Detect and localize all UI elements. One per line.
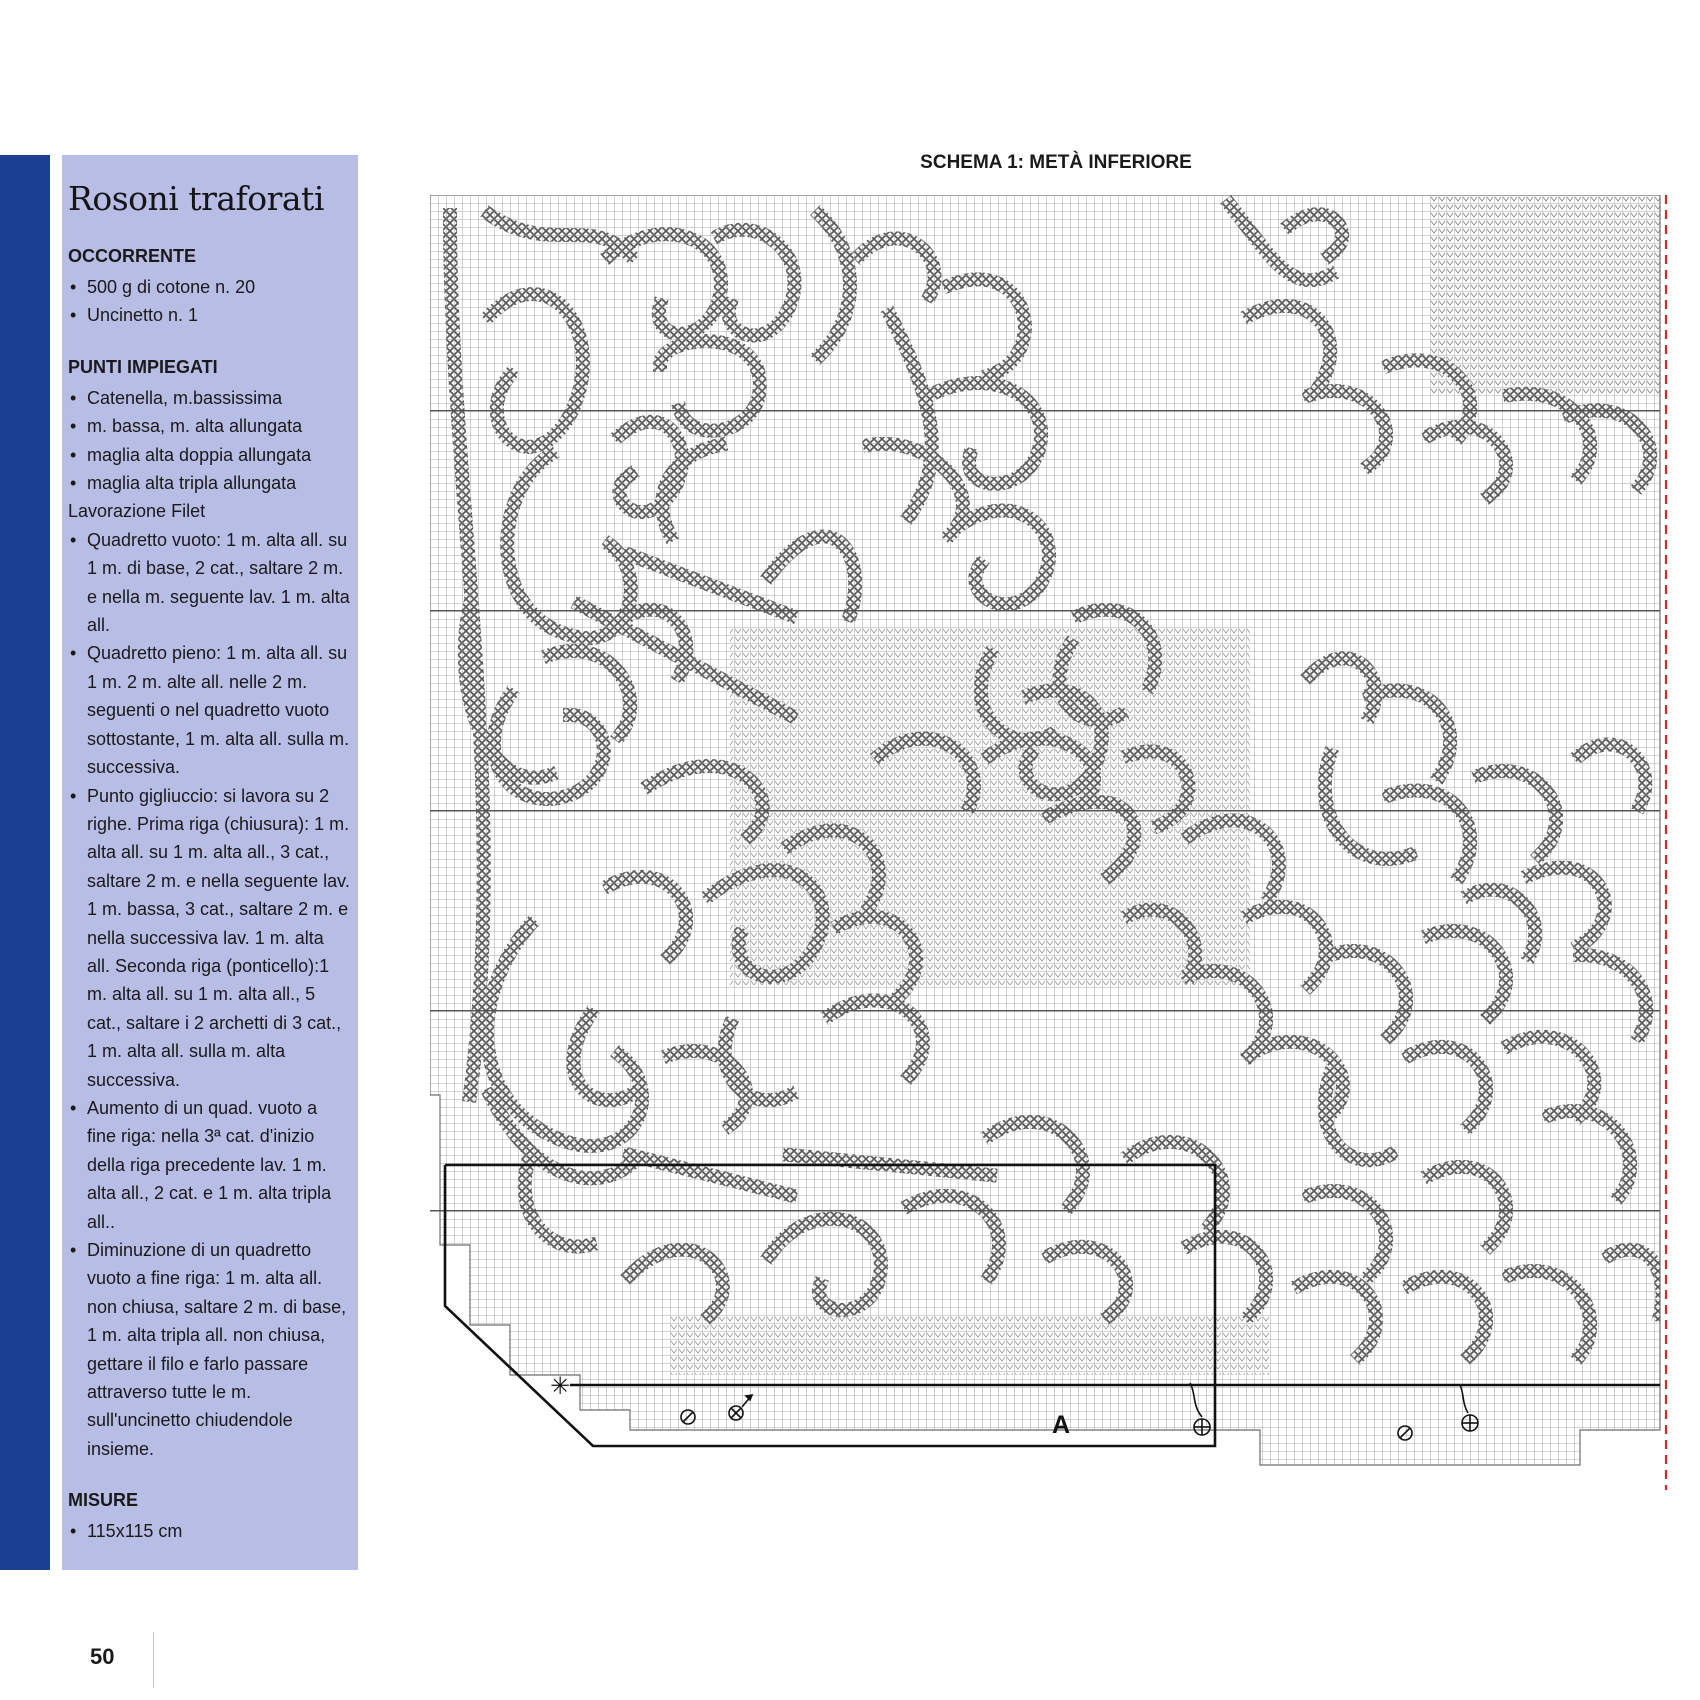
list-item: • Punto gigliuccio: si lavora su 2 righe. Prima riga (chiusura): 1 m. alta all. su 1 m. alta all., 3 cat., saltare 2 m. e nella seguente lav. 1 m. bassa, 3 cat., saltare 2 m. e nella successiva lav. 1 m. alta all. Seconda riga (ponticello):1 m. alta all. su 1 m. alta all., 5 cat., saltare i 2 archetti di 3 cat., 1 m. alta all. sulla m. alta successiva.	[68, 782, 350, 1094]
list-item: • 500 g di cotone n. 20	[68, 273, 350, 301]
grid-section-line	[430, 810, 1660, 812]
instructions-panel	[62, 155, 358, 1570]
chart-grid	[430, 195, 1680, 1490]
pattern-title: Rosoni traforati	[68, 179, 324, 218]
start-star-icon: ✳	[550, 1372, 571, 1400]
label-a: A	[1052, 1411, 1071, 1439]
materials-list	[68, 273, 350, 330]
page-number-divider	[153, 1632, 154, 1688]
filet-list	[68, 526, 350, 1463]
list-item: • Quadretto pieno: 1 m. alta all. su 1 m. 2 m. alte all. nelle 2 m. seguenti o nel quadretto vuoto sottostante, 1 m. alta all. sulla m. successiva.	[68, 639, 350, 781]
list-item: • Catenella, m.bassissima	[68, 384, 350, 412]
list-item: • Aumento di un quad. vuoto a fine riga: nella 3ª cat. d'inizio della riga precedente lav. 1 m. alta all., 2 cat. e 1 m. alta tripla all..	[68, 1094, 350, 1236]
list-item: • Diminuzione di un quadretto vuoto a fine riga: 1 m. alta all. non chiusa, saltare 2 m. di base, 1 m. alta tripla all. non chiusa, gettare il filo e farlo passare attraverso tutte le m. sull'uncinetto chiudendole insieme.	[68, 1236, 350, 1463]
list-item: • maglia alta tripla allungata	[68, 469, 350, 497]
page-number: 50	[90, 1644, 115, 1669]
grid-section-line	[430, 610, 1660, 612]
measures-heading: MISURE	[68, 1490, 139, 1511]
stitches-list	[68, 384, 350, 498]
filet-chart	[430, 195, 1680, 1490]
list-item: • Quadretto vuoto: 1 m. alta all. su 1 m. di base, 2 cat., saltare 2 m. e nella m. seguente lav. 1 m. alta all.	[68, 526, 350, 640]
filet-subheading: Lavorazione Filet	[68, 501, 206, 522]
grid-section-line	[430, 1010, 1660, 1012]
grid-section-line	[430, 1210, 1660, 1212]
list-item: • Uncinetto n. 1	[68, 301, 350, 329]
grid-section-line	[430, 410, 1660, 412]
stitches-heading: PUNTI IMPIEGATI	[68, 356, 218, 377]
measures-list	[68, 1517, 350, 1545]
schema-title: SCHEMA 1: METÀ INFERIORE	[920, 152, 1192, 173]
list-item: • 115x115 cm	[68, 1517, 350, 1545]
accent-strip	[0, 155, 50, 1570]
list-item: • maglia alta doppia allungata	[68, 441, 350, 469]
materials-heading: OCCORRENTE	[68, 246, 197, 266]
list-item: • m. bassa, m. alta allungata	[68, 412, 350, 440]
